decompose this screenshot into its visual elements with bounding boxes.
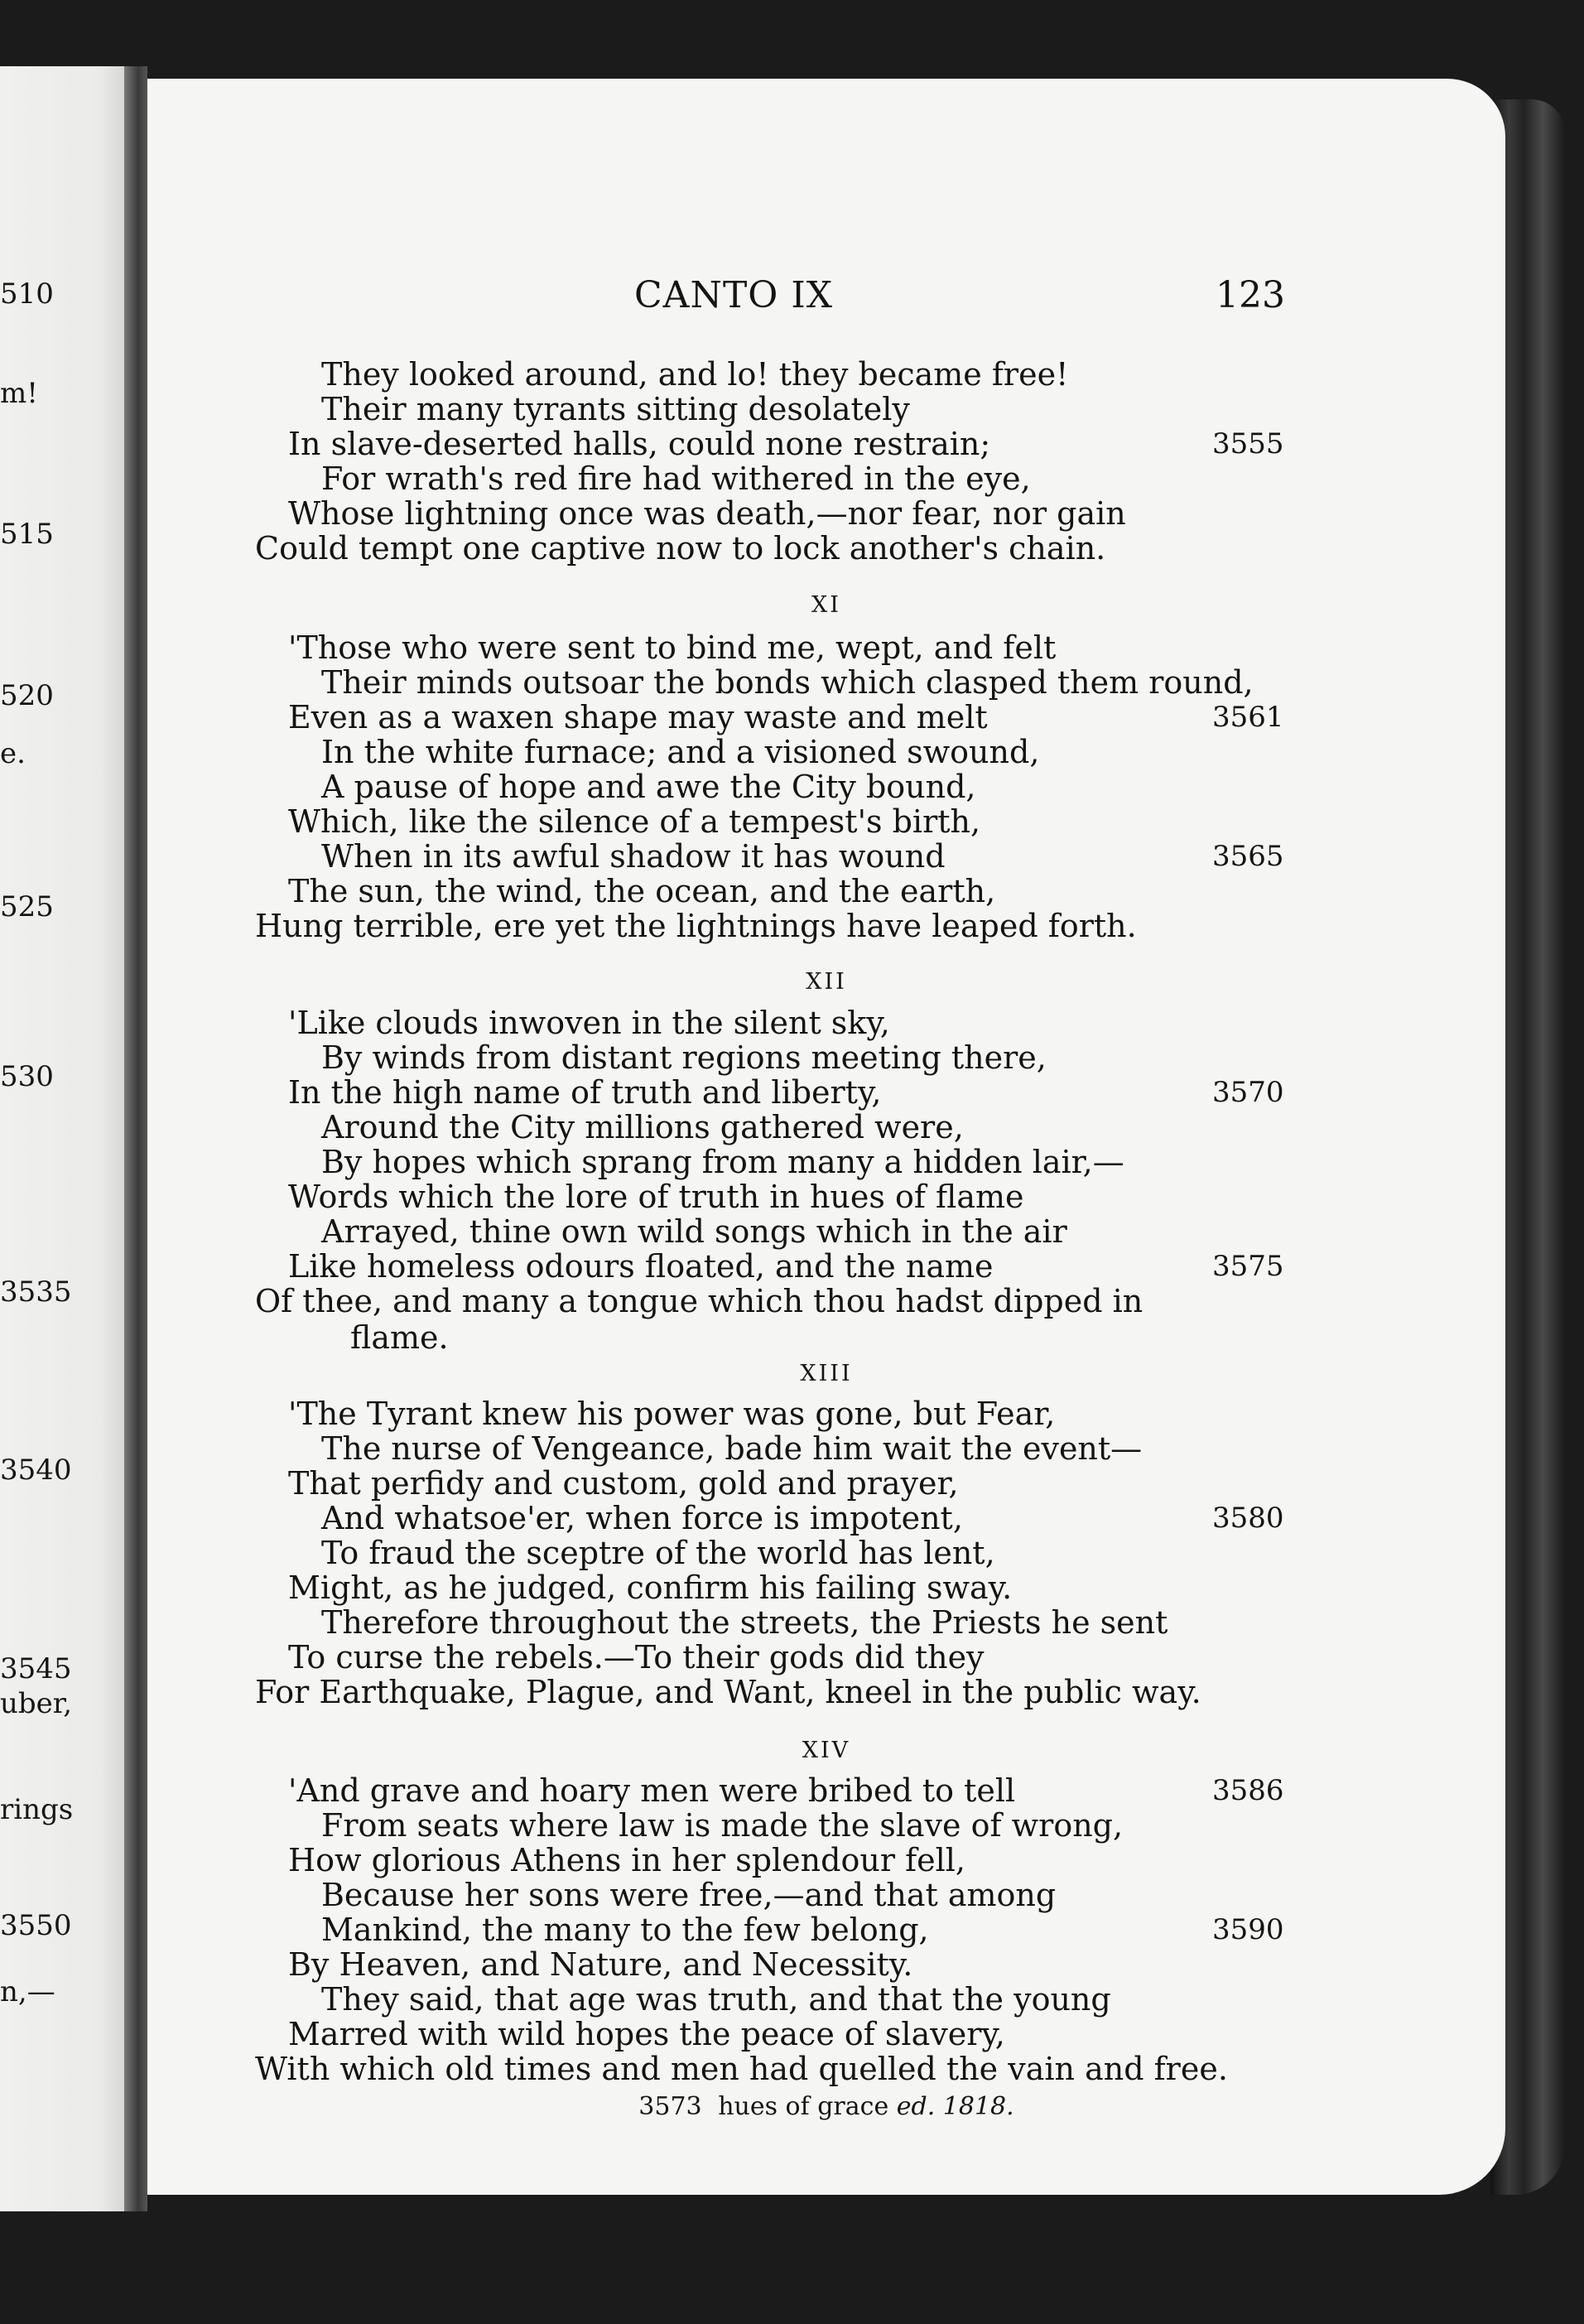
verse-line: In the white furnace; and a visioned swound,: [321, 734, 1040, 770]
verse-line: Marred with wild hopes the peace of slavery,: [288, 2016, 1005, 2052]
verse-line: With which old times and men had quelled the vain and free.: [255, 2051, 1228, 2087]
verse-line: Around the City millions gathered were,: [321, 1109, 964, 1145]
line-number: 3555: [1212, 427, 1284, 460]
verse-line: Words which the lore of truth in hues of flame: [288, 1179, 1024, 1215]
verse-line: By hopes which sprang from many a hidden lair,—: [321, 1144, 1124, 1180]
left-margin-number: 3550: [0, 1909, 72, 1942]
left-margin-number: 3535: [0, 1275, 72, 1309]
verse-line: 'And grave and hoary men were bribed to tell 3586: [288, 1772, 1284, 1809]
verse-line: Their minds outsoar the bonds which clasped them round,: [321, 664, 1254, 701]
stanza-numeral: XIII: [800, 1361, 853, 1386]
left-margin-number: 510: [0, 277, 54, 311]
line-number: 3575: [1212, 1250, 1284, 1283]
left-margin-number: 525: [0, 890, 54, 923]
page-number: 123: [1216, 274, 1285, 316]
verse-line: 'The Tyrant knew his power was gone, but Fear,: [288, 1396, 1056, 1432]
left-margin-text: n,—: [0, 1975, 55, 2008]
verse-line: For wrath's red fire had withered in the eye,: [321, 460, 1031, 497]
verse-line: Mankind, the many to the few belong, 3590: [321, 1912, 1284, 1948]
verse-line: To fraud the sceptre of the world has lent,: [321, 1535, 995, 1571]
left-margin-number: 3540: [0, 1454, 72, 1487]
verse-line: In the high name of truth and liberty, 3570: [288, 1074, 1284, 1111]
verse-line: How glorious Athens in her splendour fell,: [288, 1842, 966, 1878]
left-margin-text: m!: [0, 377, 38, 410]
verse-line: That perfidy and custom, gold and prayer,: [288, 1465, 959, 1502]
verse-line: Because her sons were free,—and that among: [321, 1877, 1057, 1913]
left-margin-text: rings: [0, 1793, 74, 1826]
line-number: 3590: [1212, 1913, 1284, 1946]
verse-line: Which, like the silence of a tempest's birth,: [288, 803, 981, 840]
line-number: 3561: [1212, 701, 1284, 734]
verse-line: Of thee, and many a tongue which thou hadst dipped in: [255, 1283, 1143, 1319]
verse-line: Might, as he judged, confirm his failing sway.: [288, 1569, 1013, 1606]
page-title: CANTO IX: [634, 274, 834, 316]
footnote: [147, 2092, 1505, 2121]
left-margin-number: 3545: [0, 1652, 72, 1685]
left-margin-number: 530: [0, 1060, 54, 1093]
verse-line: In slave-deserted halls, could none restrain; 3555: [288, 426, 1284, 462]
line-number: 3586: [1212, 1774, 1284, 1807]
footnote-edition: ed. 1818.: [896, 2092, 1014, 2121]
verse-line: And whatsoe'er, when force is impotent, 3580: [321, 1500, 1284, 1536]
verse-line: For Earthquake, Plague, and Want, kneel in the public way.: [255, 1674, 1201, 1710]
verse-line: When in its awful shadow it has wound 3565: [321, 838, 1284, 875]
line-number: 3570: [1212, 1076, 1284, 1109]
line-number: 3580: [1212, 1502, 1284, 1535]
left-margin-number: 520: [0, 679, 54, 712]
left-margin-number: 515: [0, 518, 54, 551]
verse-line: Even as a waxen shape may waste and melt 3561: [288, 699, 1284, 735]
verse-line: Hung terrible, ere yet the lightnings have leaped forth.: [255, 908, 1137, 944]
verse-line: Therefore throughout the streets, the Priests he sent: [321, 1604, 1168, 1641]
stanza-numeral: XIV: [802, 1738, 851, 1763]
verse-line: By winds from distant regions meeting there,: [321, 1039, 1047, 1076]
verse-line: The sun, the wind, the ocean, and the earth,: [288, 873, 996, 909]
verse-line: Whose lightning once was death,—nor fear, nor gain: [288, 495, 1126, 532]
stanza-numeral: XII: [806, 969, 847, 995]
left-margin-text: uber,: [0, 1687, 73, 1720]
verse-line: flame.: [350, 1319, 449, 1356]
verse-line: They looked around, and lo! they became free!: [321, 356, 1069, 393]
facing-page-edge: [0, 66, 124, 2211]
verse-line: Their many tyrants sitting desolately: [321, 391, 910, 427]
left-margin-text: e.: [0, 737, 26, 770]
verse-line: By Heaven, and Nature, and Necessity.: [288, 1946, 913, 1983]
verse-line: 'Those who were sent to bind me, wept, and felt: [288, 629, 1057, 666]
verse-line: They said, that age was truth, and that the young: [321, 1981, 1111, 2018]
verse-line: From seats where law is made the slave of wrong,: [321, 1807, 1124, 1844]
verse-line: A pause of hope and awe the City bound,: [321, 769, 976, 805]
book-gutter: [124, 66, 147, 2211]
verse-line: Arrayed, thine own wild songs which in the air: [321, 1213, 1067, 1250]
footnote-line-ref: 3573: [638, 2092, 702, 2121]
running-header: [147, 274, 1505, 316]
verse-line: Like homeless odours floated, and the name 3575: [288, 1248, 1284, 1285]
line-number: 3565: [1212, 840, 1284, 873]
stanza-numeral: XI: [811, 592, 841, 618]
book-page: [147, 79, 1505, 2195]
verse-line: To curse the rebels.—To their gods did they: [288, 1639, 985, 1675]
footnote-text: hues of grace: [718, 2092, 889, 2121]
verse-line: The nurse of Vengeance, bade him wait the event—: [321, 1430, 1143, 1467]
verse-line: 'Like clouds inwoven in the silent sky,: [288, 1005, 890, 1041]
verse-line: Could tempt one captive now to lock another's chain.: [255, 530, 1106, 567]
